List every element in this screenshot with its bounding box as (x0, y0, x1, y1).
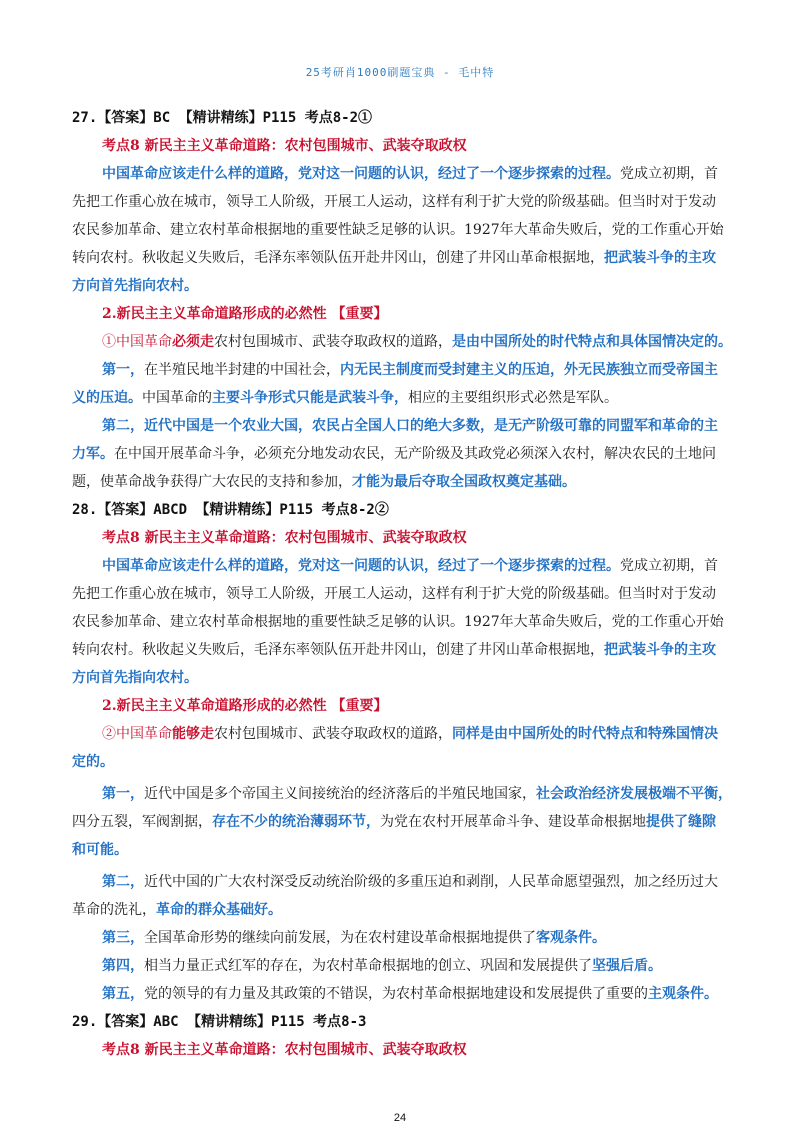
q27-p4-text2: 题，使革命战争获得广大农民的支持和参加， (72, 474, 352, 490)
q27-p1-text: 党成立初期，首 (620, 166, 718, 182)
q28-p5-text: 全国革命形势的继续向前发展，为在农村建设革命根据地提供了 (144, 930, 536, 946)
q29-topic: 考点8 新民主主义革命道路：农村包围城市、武装夺取政权 (102, 1042, 467, 1058)
q28-p1-line3: 农民参加革命、建立农村革命根据地的重要性缺乏足够的认识。1927年大革命失败后，党的工作重心开始 (72, 614, 724, 630)
q28-p3-emph: 社会政治经济发展极端不平衡， (536, 786, 732, 802)
q28-subheading: 2.新民主主义革命道路形成的必然性 【重要】 (102, 698, 388, 714)
q28-answer-heading: 28.【答案】ABCD 【精讲精练】P115 考点8-2② (72, 502, 389, 518)
q28-paragraph-4 (72, 868, 732, 924)
q28-p2-emph: 同样是由中国所处的时代特点和特殊国情决 (452, 726, 718, 742)
q28-p1-emph2: 把武装斗争的主攻 (604, 642, 716, 658)
q28-p3-emph2: 存在不少的统治薄弱环节， (212, 814, 380, 830)
q28-paragraph-6 (72, 952, 732, 980)
q27-p1-emph: 中国革命应该走什么样的道路，党对这一问题的认识，经过了一个逐步探索的过程。 (102, 166, 620, 182)
q27-p2-emph: 是由中国所处的时代特点和具体国情决定的。 (452, 334, 732, 350)
q28-p3-emph3: 提供了缝隙 (646, 814, 716, 830)
q28-p2-emph2: 定的。 (72, 754, 114, 770)
q28-topic: 考点8 新民主主义革命道路：农村包围城市、武装夺取政权 (102, 530, 467, 546)
q29-answer-heading: 29.【答案】ABC 【精讲精练】P115 考点8-3 (72, 1014, 367, 1030)
q27-p3-emph2: 义的压迫。 (72, 390, 142, 406)
q28-p4-emph: 革命的群众基础好。 (156, 902, 282, 918)
q27-p2-num: ①中国革命 (102, 334, 172, 350)
q27-subheading: 2.新民主主义革命道路形成的必然性 【重要】 (102, 306, 388, 322)
q28-p6-text: 相当力量正式红军的存在，为农村革命根据地的创立、巩固和发展提供了 (144, 958, 592, 974)
q27-answer-heading: 27.【答案】BC 【精讲精练】P115 考点8-2① (72, 110, 373, 126)
q27-paragraph-2 (72, 328, 732, 356)
q27-p1-emph2: 把武装斗争的主攻 (604, 250, 716, 266)
q27-p1-emph3: 方向首先指向农村。 (72, 278, 198, 294)
q27-p3-text3: 相应的主要组织形式必然是军队。 (408, 390, 618, 406)
q28-p7-text: 党的领导的有力量及其政策的不错误，为农村革命根据地建设和发展提供了重要的 (144, 986, 648, 1002)
q27-p1-line3: 农民参加革命、建立农村革命根据地的重要性缺乏足够的认识。1927年大革命失败后，党的工作重心开始 (72, 222, 724, 238)
document-body (72, 104, 732, 1064)
q27-paragraph-4 (72, 412, 732, 496)
q27-p2-text: 农村包围城市、武装夺取政权的道路， (214, 334, 452, 350)
q27-p4-emph2: 力军。 (72, 446, 114, 462)
q28-p4-text2: 革命的洗礼， (72, 902, 156, 918)
q28-p2-num: ②中国革命 (102, 726, 172, 742)
q27-p1-line4: 转向农村。秋收起义失败后，毛泽东率领队伍开赴井冈山，创建了井冈山革命根据地， (72, 250, 604, 266)
q28-p3-text2: 四分五裂，军阀割据， (72, 814, 212, 830)
q28-p1-emph3: 方向首先指向农村。 (72, 670, 198, 686)
q27-p1-line2: 先把工作重心放在城市，领导工人阶级，开展工人运动，这样有利于扩大党的阶级基础。但当时对于发动 (72, 194, 716, 210)
q28-p3-emph4: 和可能。 (72, 842, 128, 858)
q27-p3-first: 第一， (102, 362, 144, 378)
page-number: 24 (393, 1112, 407, 1124)
q28-p3-text: 近代中国是多个帝国主义间接统治的经济落后的半殖民地国家， (144, 786, 536, 802)
q28-paragraph-7 (72, 980, 732, 1008)
q28-p4-text: 近代中国的广大农村深受反动统治阶级的多重压迫和剥削，人民革命愿望强烈，加之经历过大 (144, 874, 718, 890)
q28-p5-emph: 客观条件。 (536, 930, 606, 946)
q28-paragraph-2 (72, 720, 732, 776)
q28-p1-line4: 转向农村。秋收起义失败后，毛泽东率领队伍开赴井冈山，创建了井冈山革命根据地， (72, 642, 604, 658)
q28-p6-fourth: 第四， (102, 958, 144, 974)
q28-p3-text3: 为党在农村开展革命斗争、建设革命根据地 (380, 814, 646, 830)
q28-paragraph-1 (72, 552, 732, 692)
q28-p2-can: 能够走 (172, 726, 214, 742)
q27-p3-text: 在半殖民地半封建的中国社会， (144, 362, 340, 378)
q28-p1-line2: 先把工作重心放在城市，领导工人阶级，开展工人运动，这样有利于扩大党的阶级基础。但当时对于发动 (72, 586, 716, 602)
page-header: 25考研肖1000刷题宝典 - 毛中特 (305, 66, 495, 79)
q28-p6-emph: 坚强后盾。 (592, 958, 662, 974)
q27-p4-emph: 第二，近代中国是一个农业大国，农民占全国人口的绝大多数，是无产阶级可靠的同盟军和革命的主 (102, 418, 718, 434)
q28-p1-text: 党成立初期，首 (620, 558, 718, 574)
q28-p7-fifth: 第五， (102, 986, 144, 1002)
q27-topic: 考点8 新民主主义革命道路：农村包围城市、武装夺取政权 (102, 138, 467, 154)
q28-p1-emph: 中国革命应该走什么样的道路，党对这一问题的认识，经过了一个逐步探索的过程。 (102, 558, 620, 574)
q28-paragraph-3 (72, 780, 732, 864)
q27-paragraph-3 (72, 356, 732, 412)
q27-p3-emph: 内无民主制度而受封建主义的压迫，外无民族独立而受帝国主 (340, 362, 718, 378)
q28-p7-emph: 主观条件。 (648, 986, 718, 1002)
q27-p2-must: 必须走 (172, 334, 214, 350)
q28-p5-third: 第三， (102, 930, 144, 946)
q28-p2-text: 农村包围城市、武装夺取政权的道路， (214, 726, 452, 742)
q27-p3-text2: 中国革命的 (142, 390, 212, 406)
q27-paragraph-1 (72, 160, 732, 300)
q28-paragraph-5 (72, 924, 732, 952)
q27-p3-emph3: 主要斗争形式只能是武装斗争， (212, 390, 408, 406)
q27-p4-text: 在中国开展革命斗争，必须充分地发动农民，无产阶级及其政党必须深入农村，解决农民的土地问 (114, 446, 716, 462)
q28-p4-second: 第二， (102, 874, 144, 890)
q27-p4-emph3: 才能为最后夺取全国政权奠定基础。 (352, 474, 576, 490)
q28-p3-first: 第一， (102, 786, 144, 802)
